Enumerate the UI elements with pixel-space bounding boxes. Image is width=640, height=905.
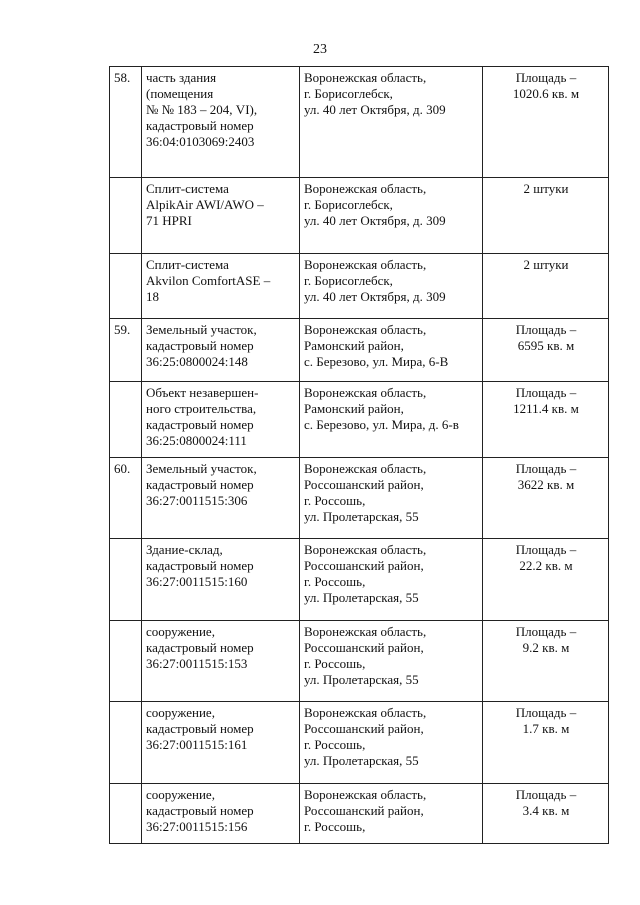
table-row	[110, 621, 609, 702]
object-address: Воронежская область, Россошанский район, г. Россошь, ул. Пролетарская, 55	[300, 539, 483, 621]
row-number: 59.	[110, 319, 142, 382]
row-number	[110, 178, 142, 254]
table-row	[110, 67, 609, 178]
object-characteristic: Площадь – 1.7 кв. м	[483, 702, 609, 784]
table-row	[110, 702, 609, 784]
object-address: Воронежская область, Рамонский район, с. Березово, ул. Мира, д. 6-в	[300, 382, 483, 458]
object-address: Воронежская область, г. Борисоглебск, ул. 40 лет Октября, д. 309	[300, 67, 483, 178]
row-number	[110, 784, 142, 844]
object-name: Объект незавершен- ного строительства, кадастровый номер 36:25:0800024:111	[142, 382, 300, 458]
object-characteristic: Площадь – 6595 кв. м	[483, 319, 609, 382]
table-row	[110, 539, 609, 621]
object-name: Здание-склад, кадастровый номер 36:27:0011515:160	[142, 539, 300, 621]
object-address: Воронежская область, г. Борисоглебск, ул. 40 лет Октября, д. 309	[300, 178, 483, 254]
row-number	[110, 539, 142, 621]
object-address: Воронежская область, Россошанский район, г. Россошь, ул. Пролетарская, 55	[300, 621, 483, 702]
row-number	[110, 621, 142, 702]
object-name: сооружение, кадастровый номер 36:27:0011515:153	[142, 621, 300, 702]
object-name: Сплит-система Akvilon ComfortASE – 18	[142, 254, 300, 319]
table-row	[110, 319, 609, 382]
object-name: сооружение, кадастровый номер 36:27:0011515:156	[142, 784, 300, 844]
object-name: сооружение, кадастровый номер 36:27:0011515:161	[142, 702, 300, 784]
object-name: Сплит-система AlpikAir AWI/AWO – 71 HPRI	[142, 178, 300, 254]
object-characteristic: Площадь – 3622 кв. м	[483, 458, 609, 539]
object-name: Земельный участок, кадастровый номер 36:27:0011515:306	[142, 458, 300, 539]
row-number: 58.	[110, 67, 142, 178]
table-row	[110, 178, 609, 254]
object-characteristic: 2 штуки	[483, 178, 609, 254]
row-number	[110, 254, 142, 319]
object-characteristic: Площадь – 9.2 кв. м	[483, 621, 609, 702]
table-row	[110, 254, 609, 319]
property-table	[109, 66, 609, 844]
object-name: часть здания (помещения № № 183 – 204, VI), кадастровый номер 36:04:0103069:2403	[142, 67, 300, 178]
object-characteristic: Площадь – 22.2 кв. м	[483, 539, 609, 621]
object-address: Воронежская область, г. Борисоглебск, ул. 40 лет Октября, д. 309	[300, 254, 483, 319]
object-name: Земельный участок, кадастровый номер 36:25:0800024:148	[142, 319, 300, 382]
object-address: Воронежская область, Россошанский район, г. Россошь, ул. Пролетарская, 55	[300, 702, 483, 784]
object-characteristic: Площадь – 3.4 кв. м	[483, 784, 609, 844]
table-row	[110, 458, 609, 539]
object-characteristic: 2 штуки	[483, 254, 609, 319]
row-number	[110, 702, 142, 784]
row-number	[110, 382, 142, 458]
object-characteristic: Площадь – 1020.6 кв. м	[483, 67, 609, 178]
row-number: 60.	[110, 458, 142, 539]
object-address: Воронежская область, Россошанский район, г. Россошь, ул. Пролетарская, 55	[300, 458, 483, 539]
table-row	[110, 382, 609, 458]
table-row	[110, 784, 609, 844]
page-number: 23	[313, 42, 327, 57]
object-address: Воронежская область, Рамонский район, с. Березово, ул. Мира, 6-В	[300, 319, 483, 382]
object-address: Воронежская область, Россошанский район, г. Россошь,	[300, 784, 483, 844]
object-characteristic: Площадь – 1211.4 кв. м	[483, 382, 609, 458]
